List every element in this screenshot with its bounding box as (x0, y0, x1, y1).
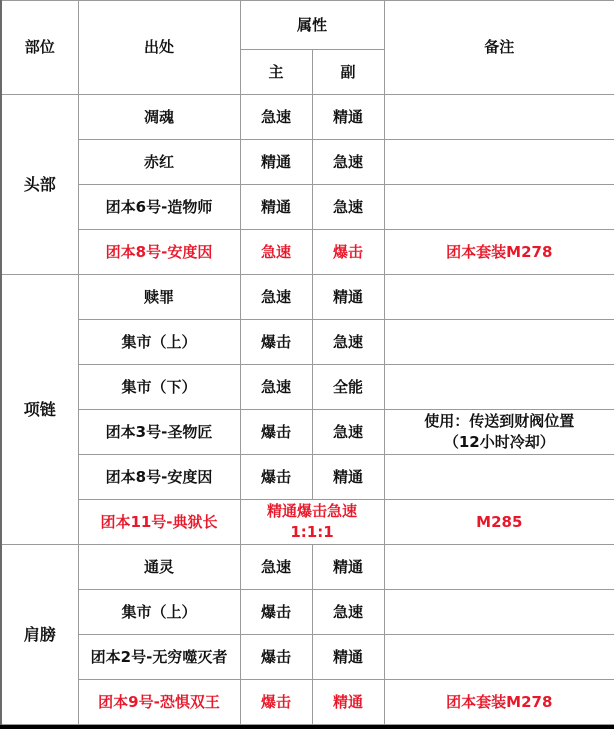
attr-ratio-cell (240, 500, 384, 545)
source-cell: 集市（下） (78, 365, 240, 410)
header-attributes: 属性 (240, 1, 384, 50)
note-cell (384, 185, 614, 230)
sub-stat-cell: 爆击 (312, 230, 384, 275)
header-notes: 备注 (384, 1, 614, 95)
source-cell: 团本6号-造物师 (78, 185, 240, 230)
table-row-highlight (1, 500, 614, 545)
note-line: （12小时冷却） (443, 433, 555, 451)
main-stat-cell: 精通 (240, 140, 312, 185)
main-stat-cell: 爆击 (240, 320, 312, 365)
sub-stat-cell: 精通 (312, 455, 384, 500)
table-row (1, 140, 614, 185)
sub-stat-cell: 急速 (312, 410, 384, 455)
note-cell (384, 95, 614, 140)
note-cell: 团本套装M278 (384, 680, 614, 725)
part-cell-head: 头部 (1, 95, 78, 275)
sub-stat-cell: 精通 (312, 635, 384, 680)
main-stat-cell: 急速 (240, 230, 312, 275)
main-stat-cell: 急速 (240, 545, 312, 590)
part-cell-necklace: 项链 (1, 275, 78, 545)
source-cell: 集市（上） (78, 320, 240, 365)
table-row (1, 185, 614, 230)
header-main-stat: 主 (240, 50, 312, 95)
source-cell: 团本11号-典狱长 (78, 500, 240, 545)
note-cell (384, 410, 614, 455)
source-cell: 凋魂 (78, 95, 240, 140)
main-stat-cell: 精通 (240, 185, 312, 230)
note-cell (384, 590, 614, 635)
sub-stat-cell: 全能 (312, 365, 384, 410)
table-row-highlight (1, 230, 614, 275)
table-row (1, 410, 614, 455)
source-cell: 赎罪 (78, 275, 240, 320)
table-row (1, 590, 614, 635)
note-cell (384, 545, 614, 590)
sub-stat-cell: 精通 (312, 545, 384, 590)
table-row (1, 365, 614, 410)
part-cell-shoulder: 肩膀 (1, 545, 78, 725)
header-part: 部位 (1, 1, 78, 95)
main-stat-cell: 爆击 (240, 680, 312, 725)
sub-stat-cell: 急速 (312, 590, 384, 635)
main-stat-cell: 爆击 (240, 455, 312, 500)
note-line: 使用：传送到财阀位置 (424, 412, 575, 430)
sub-stat-cell: 急速 (312, 140, 384, 185)
source-cell: 通灵 (78, 545, 240, 590)
attr-ratio-line: 1:1:1 (290, 523, 334, 541)
main-stat-cell: 爆击 (240, 590, 312, 635)
note-cell: 团本套装M278 (384, 230, 614, 275)
source-cell: 团本2号-无穷噬灭者 (78, 635, 240, 680)
sub-stat-cell: 急速 (312, 320, 384, 365)
main-stat-cell: 急速 (240, 365, 312, 410)
note-cell (384, 140, 614, 185)
header-sub-stat: 副 (312, 50, 384, 95)
attr-ratio-line: 精通爆击急速 (267, 502, 358, 520)
note-cell: M285 (384, 500, 614, 545)
note-cell (384, 365, 614, 410)
header-source: 出处 (78, 1, 240, 95)
table-row (1, 635, 614, 680)
source-cell: 团本8号-安度因 (78, 455, 240, 500)
main-stat-cell: 急速 (240, 95, 312, 140)
sub-stat-cell: 急速 (312, 185, 384, 230)
table-row (1, 545, 614, 590)
main-stat-cell: 急速 (240, 275, 312, 320)
table-row (1, 320, 614, 365)
sub-stat-cell: 精通 (312, 95, 384, 140)
note-cell (384, 635, 614, 680)
sub-stat-cell: 精通 (312, 680, 384, 725)
note-cell (384, 455, 614, 500)
source-cell: 赤红 (78, 140, 240, 185)
main-stat-cell: 爆击 (240, 410, 312, 455)
table-row (1, 455, 614, 500)
sub-stat-cell: 精通 (312, 275, 384, 320)
table-row-highlight (1, 680, 614, 725)
note-cell (384, 320, 614, 365)
main-stat-cell: 爆击 (240, 635, 312, 680)
source-cell: 团本9号-恐惧双王 (78, 680, 240, 725)
table-row (1, 275, 614, 320)
table-row (1, 95, 614, 140)
source-cell: 团本8号-安度因 (78, 230, 240, 275)
source-cell: 集市（上） (78, 590, 240, 635)
source-cell: 团本3号-圣物匠 (78, 410, 240, 455)
note-cell (384, 275, 614, 320)
